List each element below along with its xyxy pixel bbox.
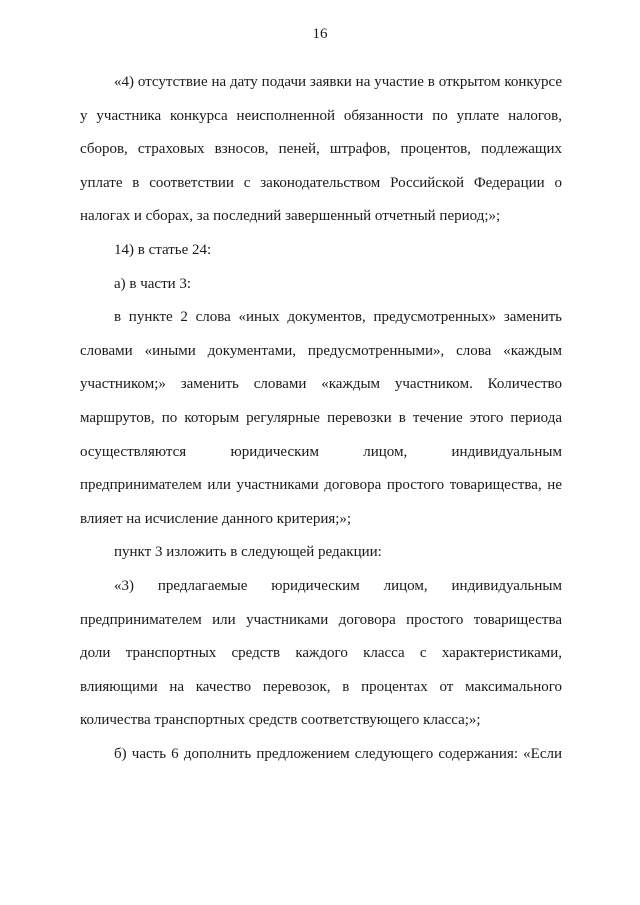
page-number: 16 xyxy=(312,26,328,42)
paragraph-subitem-b: б) часть 6 дополнить предложением следующего содержания: «Если xyxy=(114,745,562,762)
paragraph-point-3-intro: пункт 3 изложить в следующей редакции: xyxy=(114,544,382,561)
paragraph-item-14: 14) в статье 24: xyxy=(114,241,212,258)
document-body xyxy=(80,66,562,771)
paragraph-point-2-amendment: в пункте 2 слова «иных документов, предусмотренных» заменить словами «иными документами, предусмотренными», слова «каждым участником;» заменить словами «каждым участником. Количество маршрутов, по которым регулярные перевозки в течение этого периода осуществляются юридическим лицом, индивидуальным предпринимателем или участниками договора простого товарищества, не влияет на исчисление данного критерия;»; xyxy=(80,309,562,527)
paragraph-point-3-text: «3) предлагаемые юридическим лицом, индивидуальным предпринимателем или участниками договора простого товарищества доли транспортных средств каждого класса с характеристиками, влияющими на качество перевозок, в процентах от максимального количества транспортных средств соответствующего класса;»; xyxy=(80,577,562,729)
paragraph-item-4: «4) отсутствие на дату подачи заявки на участие в открытом конкурсе у участника конкурса неисполненной обязанности по уплате налогов, сборов, страховых взносов, пеней, штрафов, процентов, подлежащих уплате в соответствии с законодательством Российской Федерации о налогах и сборах, за последний завершенный отчетный период;»; xyxy=(80,74,562,225)
paragraph-subitem-a: а) в части 3: xyxy=(114,275,192,292)
